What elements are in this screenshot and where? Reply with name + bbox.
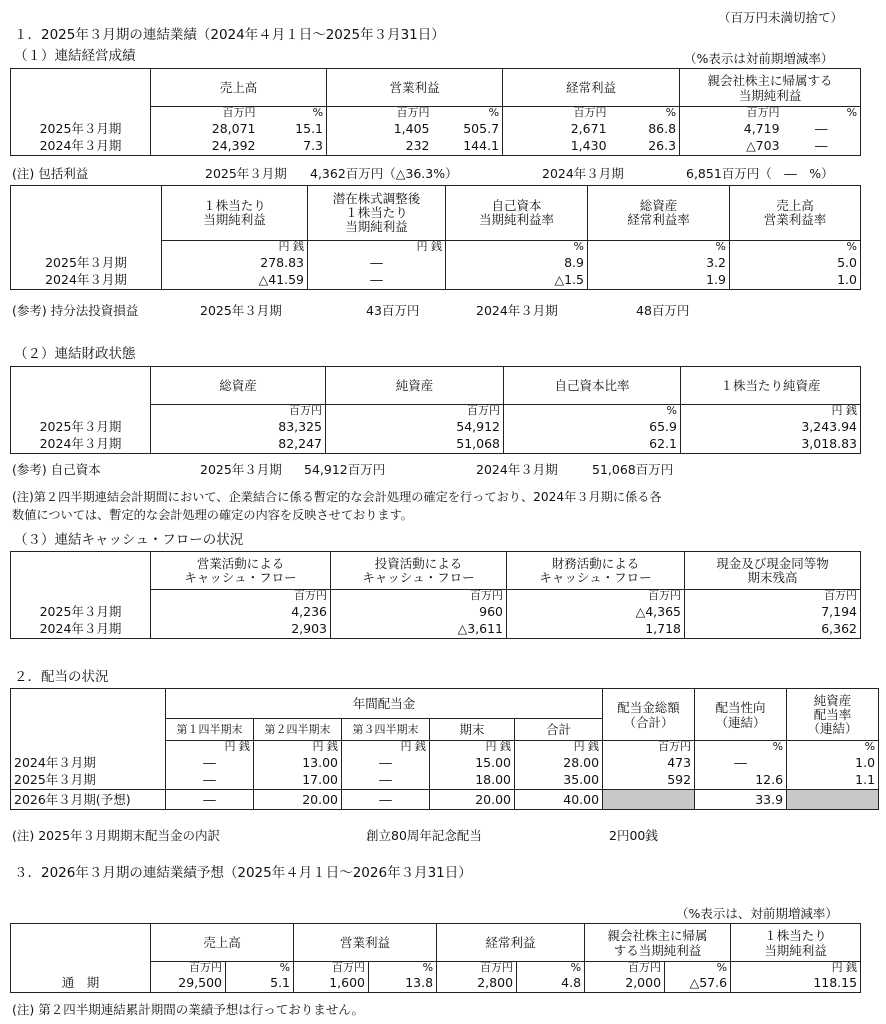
unit-cell: 百万円 [585, 962, 665, 975]
unit-cell: % [695, 741, 787, 754]
cell: 232 [327, 138, 433, 156]
equity-method-value2: 48百万円 [636, 303, 690, 318]
fp-header-net-assets: 純資産 [326, 367, 504, 405]
provisional-note-line2: 数値については、暫定的な会計処理の確定の内容を反映させております。 [12, 508, 413, 522]
financial-position-table [10, 366, 861, 454]
unit-cell: % [783, 107, 861, 120]
unit-cell: % [517, 962, 585, 975]
results-header-ordinary: 経常利益 [503, 69, 680, 107]
row-label: 2024年３月期 [11, 272, 162, 290]
cell: 8.9 [446, 254, 588, 272]
cell: 12.6 [695, 772, 787, 790]
cell: 6,362 [685, 621, 861, 639]
cell: 51,068 [326, 436, 504, 454]
cell: 1.1 [787, 772, 879, 790]
unit-cell: 円 銭 [430, 741, 515, 754]
results-header-blank [11, 69, 151, 107]
results-header-net-line1: 親会社株主に帰属する [707, 72, 833, 88]
table-row [11, 754, 879, 772]
row-label: 2025年３月期 [11, 120, 151, 138]
unit-cell: % [446, 241, 588, 254]
cell: 62.1 [504, 436, 681, 454]
fc-header-net: 親会社株主に帰属 する当期純利益 [585, 924, 731, 962]
unit-cell: 百万円 [151, 405, 326, 418]
unit-cell: % [787, 741, 879, 754]
cell: 7,194 [685, 603, 861, 621]
unit-cell: 円 銭 [515, 741, 603, 754]
section1-2-title: （２）連結財政状態 [14, 346, 136, 362]
cell: 1,405 [327, 120, 433, 138]
cell: 1,600 [294, 975, 369, 993]
results-header-net [680, 69, 861, 107]
unit-cell: 百万円 [326, 405, 504, 418]
results-header-operating: 営業利益 [327, 69, 503, 107]
cell: 3,018.83 [681, 436, 861, 454]
cell [787, 790, 879, 810]
table-row [11, 138, 861, 156]
cell: 144.1 [433, 138, 503, 156]
unit-cell: 百万円 [680, 107, 783, 120]
row-label: 2025年３月期 [11, 772, 166, 790]
cell: 28.00 [515, 754, 603, 772]
results-header-sales: 売上高 [151, 69, 327, 107]
cell: 4.8 [517, 975, 585, 993]
cell: 5.1 [226, 975, 294, 993]
cell: ― [342, 772, 430, 790]
section3-title: ３．2026年３月期の連結業績予想（2025年４月１日～2026年３月31日） [14, 865, 472, 881]
provisional-note-line1: (注)第２四半期連結会計期間において、企業結合に係る暫定的な会計処理の確定を行っており、2024年３月期に係る各 [12, 490, 662, 504]
equity-method-value1: 43百万円 [366, 303, 420, 318]
cell: 54,912 [326, 418, 504, 436]
comprehensive-income-period1: 2025年３月期 [205, 166, 287, 181]
row-label: 2024年３月期 [11, 754, 166, 772]
cell: 473 [603, 754, 695, 772]
cell: 33.9 [695, 790, 787, 810]
unit-cell: 百万円 [685, 590, 861, 603]
unit-cell: 百万円 [603, 741, 695, 754]
unit-note: （百万円未満切捨て） [718, 10, 844, 25]
section1-3-title: （３）連結キャッシュ・フローの状況 [14, 532, 244, 548]
row-label: 2026年３月期(予想) [11, 790, 166, 810]
cell: 29,500 [151, 975, 226, 993]
fp-header-equity-ratio: 自己資本比率 [504, 367, 681, 405]
unit-cell: % [369, 962, 437, 975]
cell: 20.00 [254, 790, 342, 810]
cell: 17.00 [254, 772, 342, 790]
cell: 24,392 [151, 138, 259, 156]
cell: 2,903 [151, 621, 331, 639]
unit-cell: 円 銭 [254, 741, 342, 754]
unit-cell: 百万円 [503, 107, 610, 120]
section1-title: １．2025年３月期の連結業績（2024年４月１日～2025年３月31日） [14, 27, 445, 43]
cell: 18.00 [430, 772, 515, 790]
cell: 26.3 [610, 138, 680, 156]
unit-cell: 円 銭 [166, 741, 254, 754]
table-row [11, 272, 861, 290]
comprehensive-income-value1: 4,362百万円（△36.3%） [310, 166, 458, 181]
cf-header-cash: 現金及び現金同等物 期末残高 [685, 552, 861, 590]
cf-header-operating: 営業活動による キャッシュ・フロー [151, 552, 331, 590]
section1-1-title: （１）連結経営成績 [14, 48, 136, 64]
results-table [10, 68, 861, 156]
unit-cell: % [259, 107, 327, 120]
cell: 7.3 [259, 138, 327, 156]
fc-header-sales: 売上高 [151, 924, 294, 962]
cell: △3,611 [331, 621, 507, 639]
cell: 1,430 [503, 138, 610, 156]
cell: 2,800 [437, 975, 517, 993]
cell: 86.8 [610, 120, 680, 138]
table-row [11, 418, 861, 436]
dividend-note-value: 2円00銭 [609, 828, 658, 843]
row-label: 2025年３月期 [11, 418, 151, 436]
cell: 118.15 [731, 975, 861, 993]
row-label: 2025年３月期 [11, 254, 162, 272]
ratios-header-eps: １株当たり 当期純利益 [162, 186, 308, 241]
forecast-footnote: (注) 第２四半期連結累計期間の業績予想は行っておりません。 [12, 1002, 364, 1017]
equity-ref-period1: 2025年３月期 [200, 462, 282, 477]
ratios-header-roa: 総資産 経常利益率 [588, 186, 730, 241]
ratios-table [10, 185, 861, 290]
cell: 40.00 [515, 790, 603, 810]
cell: △57.6 [665, 975, 731, 993]
cell: 3.2 [588, 254, 730, 272]
unit-cell: 円 銭 [342, 741, 430, 754]
comprehensive-income-value2: 6,851百万円（ ― %） [686, 166, 834, 181]
cell: ― [166, 790, 254, 810]
cell: ― [783, 138, 861, 156]
unit-cell: % [504, 405, 681, 418]
div-header-q3: 第３四半期末 [342, 719, 430, 741]
cell: 278.83 [162, 254, 308, 272]
cell: △4,365 [507, 603, 685, 621]
unit-cell: 円 銭 [162, 241, 308, 254]
cell: 82,247 [151, 436, 326, 454]
unit-cell: 円 銭 [308, 241, 446, 254]
cell [603, 790, 695, 810]
comprehensive-income-label: (注) 包括利益 [12, 166, 89, 181]
cell: ― [166, 754, 254, 772]
cell: ― [783, 120, 861, 138]
cell: 2,000 [585, 975, 665, 993]
unit-cell: 百万円 [437, 962, 517, 975]
row-label: 2024年３月期 [11, 138, 151, 156]
cell: ― [695, 754, 787, 772]
cell: 65.9 [504, 418, 681, 436]
unit-cell: 百万円 [327, 107, 433, 120]
cell: 15.00 [430, 754, 515, 772]
cell: ― [308, 254, 446, 272]
forecast-pct-note: （%表示は、対前期増減率） [676, 906, 838, 921]
cell: ― [308, 272, 446, 290]
equity-method-label: (参考) 持分法投資損益 [12, 303, 139, 318]
cell: 1.0 [787, 754, 879, 772]
comprehensive-income-period2: 2024年３月期 [542, 166, 624, 181]
table-row [11, 603, 861, 621]
cell: △41.59 [162, 272, 308, 290]
row-label: 2025年３月期 [11, 603, 151, 621]
unit-cell: % [226, 962, 294, 975]
cell: 505.7 [433, 120, 503, 138]
fc-header-eps: １株当たり 当期純利益 [731, 924, 861, 962]
unit-cell: 百万円 [151, 107, 259, 120]
row-label: 通 期 [11, 975, 151, 993]
cell: 28,071 [151, 120, 259, 138]
row-label: 2024年３月期 [11, 436, 151, 454]
pct-note: （%表示は対前期増減率） [684, 51, 834, 66]
dividend-note-kind: 創立80周年記念配当 [366, 828, 482, 843]
cell: 4,236 [151, 603, 331, 621]
cell: 1.9 [588, 272, 730, 290]
equity-method-period2: 2024年３月期 [476, 303, 558, 318]
equity-ref-period2: 2024年３月期 [476, 462, 558, 477]
unit-cell: % [665, 962, 731, 975]
dividend-note-label: (注) 2025年３月期期末配当金の内訳 [12, 828, 221, 843]
table-row [11, 120, 861, 138]
cell: 592 [603, 772, 695, 790]
dividend-table [10, 688, 879, 810]
div-header-q1: 第１四半期末 [166, 719, 254, 741]
unit-cell: 円 銭 [681, 405, 861, 418]
cell: 3,243.94 [681, 418, 861, 436]
ratios-header-diluted-eps: 潜在株式調整後 １株当たり 当期純利益 [308, 186, 446, 241]
unit-cell: % [433, 107, 503, 120]
cell: 960 [331, 603, 507, 621]
cell: △1.5 [446, 272, 588, 290]
equity-method-period1: 2025年３月期 [200, 303, 282, 318]
equity-ref-value2: 51,068百万円 [592, 462, 674, 477]
unit-cell: % [730, 241, 861, 254]
fc-header-operating: 営業利益 [294, 924, 437, 962]
ratios-header-roe: 自己資本 当期純利益率 [446, 186, 588, 241]
table-row [11, 772, 879, 790]
unit-cell: 百万円 [294, 962, 369, 975]
div-header-total-amount: 配当金総額 （合計） [603, 689, 695, 741]
cell: 2,671 [503, 120, 610, 138]
div-header-payout: 配当性向 （連結） [695, 689, 787, 741]
unit-cell: 百万円 [151, 590, 331, 603]
results-header-net-line2: 当期純利益 [738, 87, 802, 103]
cf-header-financing: 財務活動による キャッシュ・フロー [507, 552, 685, 590]
unit-cell: % [610, 107, 680, 120]
table-row [11, 790, 879, 810]
forecast-table [10, 923, 861, 993]
div-header-q2: 第２四半期末 [254, 719, 342, 741]
cell: 83,325 [151, 418, 326, 436]
cell: △703 [680, 138, 783, 156]
cash-flow-table [10, 551, 861, 639]
fp-header-total-assets: 総資産 [151, 367, 326, 405]
cell: 1,718 [507, 621, 685, 639]
unit-cell: 百万円 [331, 590, 507, 603]
fp-header-bps: １株当たり純資産 [681, 367, 861, 405]
cell: 1.0 [730, 272, 861, 290]
cell: 13.00 [254, 754, 342, 772]
div-header-total: 合計 [515, 719, 603, 741]
row-label: 2024年３月期 [11, 621, 151, 639]
cell: 5.0 [730, 254, 861, 272]
cell: 20.00 [430, 790, 515, 810]
cf-header-investing: 投資活動による キャッシュ・フロー [331, 552, 507, 590]
table-row [11, 975, 861, 993]
cell: ― [166, 772, 254, 790]
cell: 13.8 [369, 975, 437, 993]
cell: 35.00 [515, 772, 603, 790]
cell: ― [342, 790, 430, 810]
unit-cell: % [588, 241, 730, 254]
cell: ― [342, 754, 430, 772]
div-header-annual: 年間配当金 [166, 689, 603, 719]
unit-cell: 百万円 [151, 962, 226, 975]
fc-header-ordinary: 経常利益 [437, 924, 585, 962]
equity-ref-value1: 54,912百万円 [304, 462, 386, 477]
table-row [11, 436, 861, 454]
table-row [11, 254, 861, 272]
section2-title: ２．配当の状況 [14, 669, 109, 685]
equity-ref-label: (参考) 自己資本 [12, 462, 101, 477]
div-header-year-end: 期末 [430, 719, 515, 741]
cell: 4,719 [680, 120, 783, 138]
ratios-header-opm: 売上高 営業利益率 [730, 186, 861, 241]
unit-cell: 円 銭 [731, 962, 861, 975]
div-header-doe: 純資産 配当率 （連結） [787, 689, 879, 741]
unit-cell: 百万円 [507, 590, 685, 603]
table-row [11, 621, 861, 639]
cell: 15.1 [259, 120, 327, 138]
